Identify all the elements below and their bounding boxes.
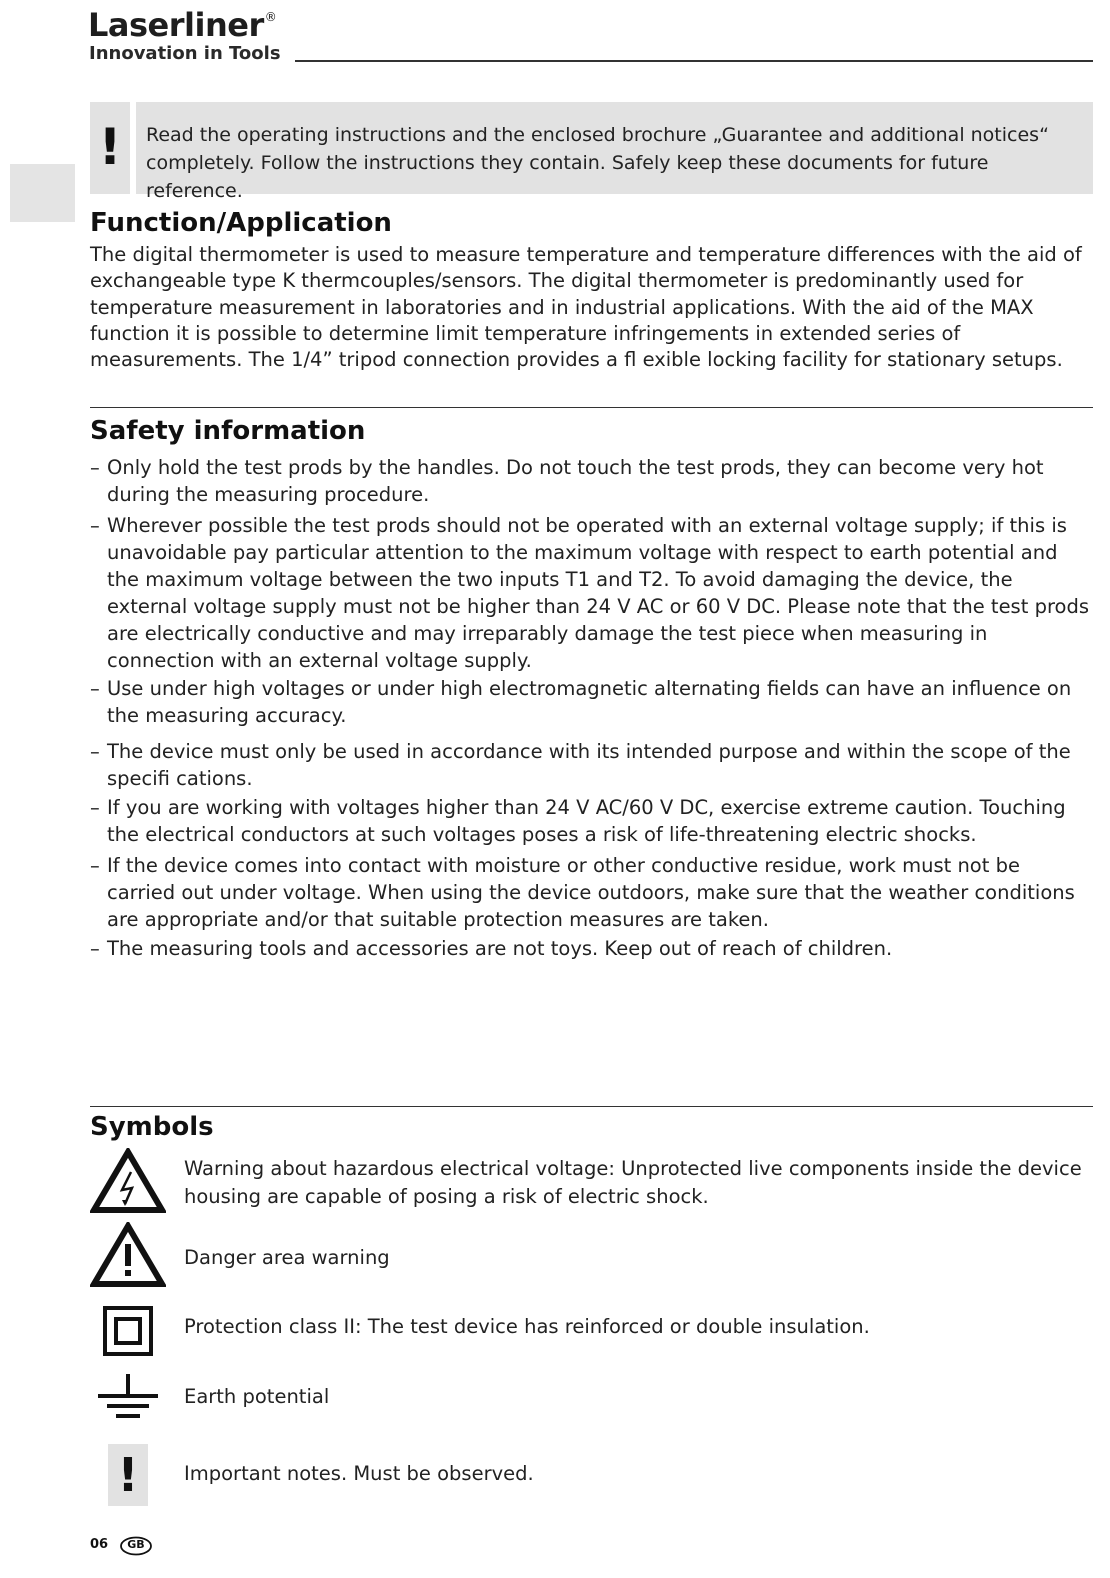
safety-item: [90, 454, 1093, 508]
safety-item-text: If you are working with voltages higher than 24 V AC/60 V DC, exercise extreme caution. Touching the electrical conductors at such voltages poses a risk of life-threatening electric shocks.: [107, 796, 1066, 846]
safety-item: [90, 794, 1093, 848]
function-heading: Function/Application: [90, 208, 392, 238]
language-badge: [120, 1536, 152, 1556]
notice-text: Read the operating instructions and the enclosed brochure „Guarantee and additional notices“ completely. Follow the instructions they contain. Safely keep these documents for future reference.: [146, 124, 1049, 202]
safety-item-text: The device must only be used in accordance with its intended purpose and within the scope of the specifi cations.: [107, 740, 1071, 790]
danger-area-warning-icon: [90, 1222, 166, 1288]
safety-item-text: If the device comes into contact with moisture or other conductive residue, work must not be carried out under voltage. When using the device outdoors, make sure that the weather conditions are appropriate and/or that suitable protection measures are taken.: [107, 854, 1075, 931]
section-divider: [90, 1106, 1093, 1107]
page-number: 06: [90, 1537, 109, 1552]
safety-item-text: Only hold the test prods by the handles. Do not touch the test prods, they can become very hot during the measuring procedure.: [107, 456, 1044, 506]
brand-logo: [88, 6, 276, 44]
high-voltage-warning-icon: [90, 1148, 166, 1214]
language-code: GB: [127, 1538, 145, 1551]
registered-mark: ®: [264, 10, 277, 24]
safety-item: [90, 512, 1093, 674]
safety-item-text: The measuring tools and accessories are not toys. Keep out of reach of children.: [107, 937, 893, 960]
symbol-description: Important notes. Must be observed.: [184, 1462, 534, 1485]
protection-class-ii-icon: [90, 1304, 166, 1360]
bullet-dash: –: [90, 514, 100, 537]
bullet-dash: –: [90, 456, 100, 479]
symbol-description: Danger area warning: [184, 1246, 390, 1269]
bullet-dash: –: [90, 854, 100, 877]
bullet-dash: –: [90, 740, 100, 763]
earth-ground-icon: [90, 1372, 166, 1422]
function-body: The digital thermometer is used to measure temperature and temperature differences with the aid of exchangeable type K thermcouples/sensors. The digital thermometer is predominantly used for temperature measurement in laboratories and in industrial applications. With the aid of the MAX function it is possible to determine limit temperature infringements in extended series of measurements. The 1/4” tripod connection provides a fl exible locking facility for stationary setups.: [90, 243, 1082, 372]
section-divider: [90, 407, 1093, 408]
safety-item: [90, 675, 1093, 729]
symbols-heading: Symbols: [90, 1112, 214, 1142]
safety-item-text: Use under high voltages or under high electromagnetic alternating fields can have an influence on the measuring accuracy.: [107, 677, 1072, 727]
symbol-description: Protection class II: The test device has reinforced or double insulation.: [184, 1315, 870, 1338]
bullet-dash: –: [90, 677, 100, 700]
header-rule: [295, 60, 1093, 62]
brand-tagline: Innovation in Tools: [89, 43, 281, 64]
symbol-description: Warning about hazardous electrical voltage: Unprotected live components inside the device housing are capable of posing a risk of electric shock.: [184, 1157, 1082, 1208]
safety-item: [90, 852, 1093, 933]
bullet-dash: –: [90, 796, 100, 819]
safety-item: [90, 738, 1093, 792]
symbol-description: Earth potential: [184, 1385, 330, 1408]
safety-item-text: Wherever possible the test prods should not be operated with an external voltage supply; if this is unavoidable pay particular attention to the maximum voltage with respect to earth potential and the maximum voltage between the two inputs T1 and T2. To avoid damaging the device, the external voltage supply must not be higher than 24 V AC or 60 V DC. Please note that the test prods are electrically conductive and may irreparably damage the test piece when measuring in connection with an external voltage supply.: [107, 514, 1089, 672]
important-note-icon: [108, 1444, 148, 1506]
brand-name: Laserliner: [88, 6, 264, 44]
exclamation-icon: !: [98, 118, 122, 176]
bullet-dash: –: [90, 937, 100, 960]
safety-item: [90, 935, 1093, 962]
exclamation-icon: !: [117, 1448, 139, 1502]
safety-heading: Safety information: [90, 416, 366, 446]
side-tab: [10, 164, 75, 222]
